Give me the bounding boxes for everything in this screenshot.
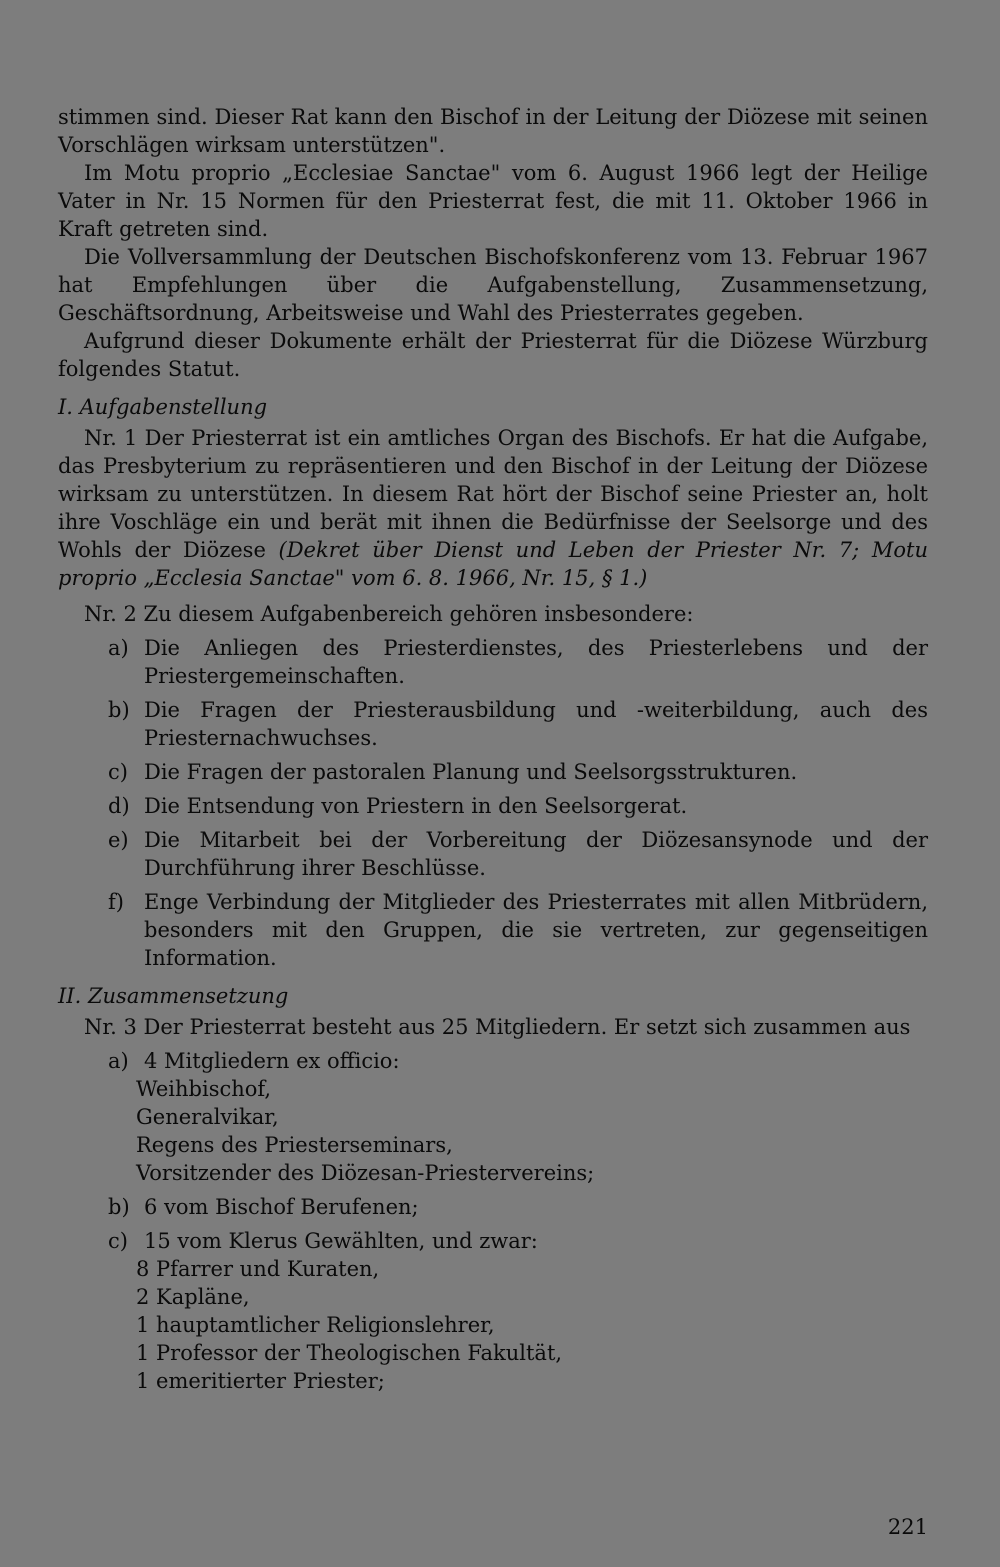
sub-list-item: Vorsitzender des Diözesan-Priestervereins; <box>136 1161 595 1185</box>
paragraph-continuation: stimmen sind. Dieser Rat kann den Bischof in der Leitung der Diözese mit seinen Vorschlägen wirksam unterstützen". <box>58 105 928 157</box>
sub-list-item: 8 Pfarrer und Kuraten, <box>136 1257 380 1281</box>
list-item-label: e) <box>108 828 129 852</box>
gewaehlte-list <box>136 1255 928 1395</box>
list-item-label: f) <box>108 890 124 914</box>
list-item <box>108 888 928 972</box>
sub-list-item: 1 hauptamtlicher Religionslehrer, <box>136 1313 495 1337</box>
member-group-ex-officio <box>108 1047 928 1075</box>
list-item-text: Die Fragen der pastoralen Planung und Seelsorgsstrukturen. <box>144 760 798 784</box>
section-heading-aufgabenstellung: I. Aufgabenstellung <box>58 395 268 419</box>
paragraph-vollversammlung: Die Vollversammlung der Deutschen Bischofskonferenz vom 13. Februar 1967 hat Empfehlungen über die Aufgabenstellung, Zusammensetzung, Geschäftsordnung, Arbeitsweise und Wahl des Priesterrates gegeben. <box>58 245 928 325</box>
ex-officio-list <box>136 1075 928 1187</box>
list-item-label: a) <box>108 1049 129 1073</box>
list-item-label: c) <box>108 1229 128 1253</box>
list-item-text: Die Anliegen des Priesterdienstes, des Priesterlebens und der Priestergemeinschaften. <box>144 636 928 688</box>
sub-list-item: 2 Kapläne, <box>136 1285 250 1309</box>
paragraph-nr2-intro: Nr. 2 Zu diesem Aufgabenbereich gehören insbesondere: <box>84 602 694 626</box>
list-item-label: c) <box>108 760 128 784</box>
sub-list-item: Regens des Priesterseminars, <box>136 1133 453 1157</box>
paragraph-aufgrund: Aufgrund dieser Dokumente erhält der Priesterrat für die Diözese Würzburg folgendes Statut. <box>58 329 928 381</box>
paragraph-nr3: Nr. 3 Der Priesterrat besteht aus 25 Mitgliedern. Er setzt sich zusammen aus <box>84 1015 911 1039</box>
member-group-berufene <box>108 1193 928 1221</box>
nr1-text: Nr. 1 Der Priesterrat ist ein amtliches Organ des Bischofs. Er hat die Aufgabe, das Presbyterium zu repräsentieren und den Bischof in der Leitung der Diözese wirksam zu unterstützen. In diesem Rat hört der Bischof seine Priester an, holt ihre Voschläge ein und berät mit ihnen die Bedürfnisse der Seelsorge und des Wohls der Diözese <box>58 426 928 562</box>
page-number: 221 <box>887 1515 928 1539</box>
member-group-gewaehlte <box>108 1227 928 1255</box>
list-item-text: 15 vom Klerus Gewählten, und zwar: <box>144 1229 538 1253</box>
list-item <box>108 758 928 786</box>
list-item-label: d) <box>108 794 130 818</box>
list-item <box>108 634 928 690</box>
list-item <box>108 696 928 752</box>
paragraph-motu-proprio: Im Motu proprio „Ecclesiae Sanctae" vom 6. August 1966 legt der Heilige Vater in Nr. 15 Normen für den Priesterrat fest, die mit 11. Oktober 1966 in Kraft getreten sind. <box>58 161 928 241</box>
list-item-text: Die Mitarbeit bei der Vorbereitung der Diözesansynode und der Durchführung ihrer Beschlüsse. <box>144 828 928 880</box>
sub-list-item: Weihbischof, <box>136 1077 272 1101</box>
list-item-label: b) <box>108 1195 130 1219</box>
list-item <box>108 792 928 820</box>
paragraph-nr1 <box>58 424 928 592</box>
sub-list-item: 1 Professor der Theologischen Fakultät, <box>136 1341 563 1365</box>
list-item-text: 4 Mitgliedern ex officio: <box>144 1049 400 1073</box>
list-item-text: Enge Verbindung der Mitglieder des Priesterrates mit allen Mitbrüdern, besonders mit den Gruppen, die sie vertreten, zur gegenseitigen Information. <box>144 890 928 970</box>
list-item-text: 6 vom Bischof Berufenen; <box>144 1195 419 1219</box>
list-item-label: b) <box>108 698 130 722</box>
sub-list-item: 1 emeritierter Priester; <box>136 1369 385 1393</box>
list-item <box>108 826 928 882</box>
list-item-text: Die Entsendung von Priestern in den Seelsorgerat. <box>144 794 688 818</box>
list-item-text: Die Fragen der Priesterausbildung und -weiterbildung, auch des Priesternachwuchses. <box>144 698 928 750</box>
list-item-label: a) <box>108 636 129 660</box>
sub-list-item: Generalvikar, <box>136 1105 279 1129</box>
section-heading-zusammensetzung: II. Zusammensetzung <box>58 984 289 1008</box>
nr1-citation: (Dekret über Dienst und Leben der Priester Nr. 7; Motu proprio „Ecclesia Sanctae" vom 6. 8. 1966, Nr. 15, § 1.) <box>58 538 928 590</box>
